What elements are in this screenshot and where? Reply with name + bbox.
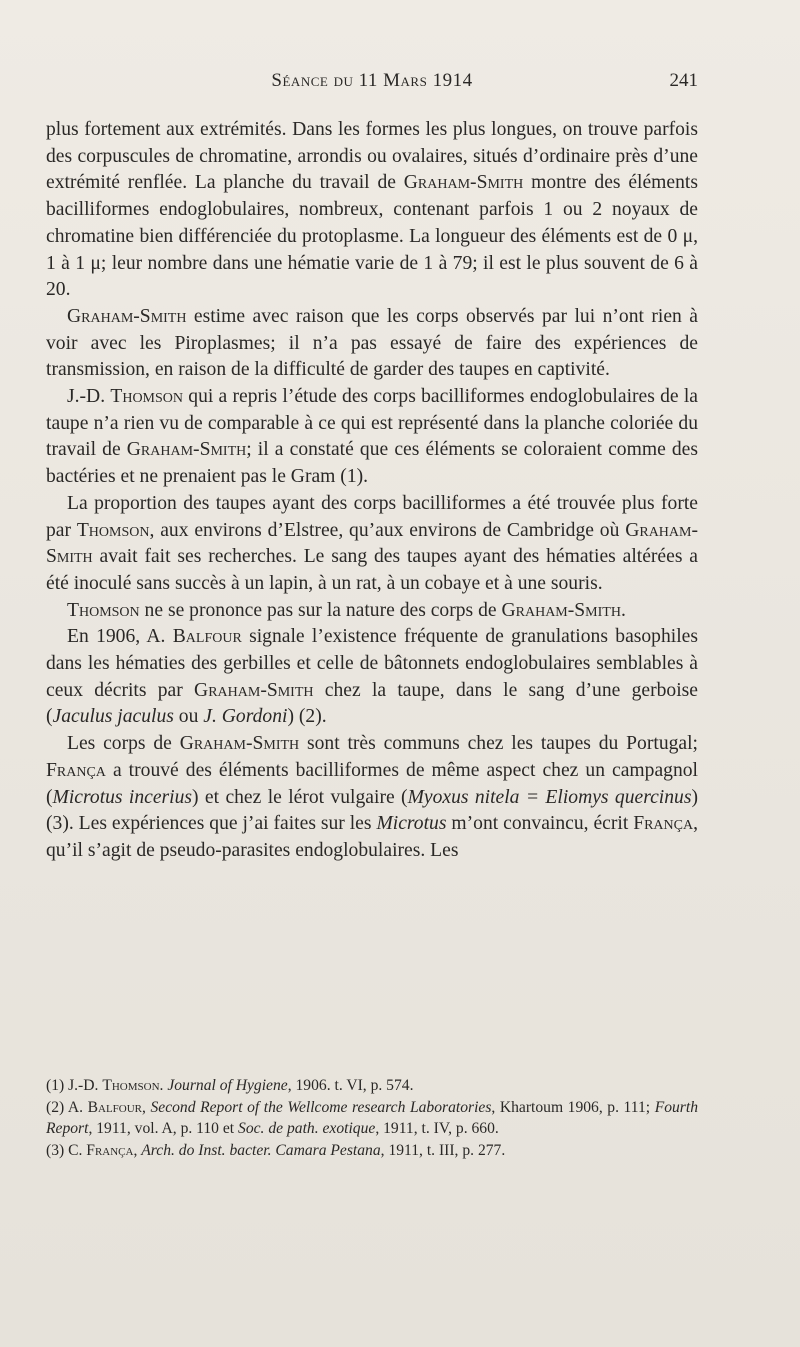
italic-text: Jaculus jaculus (52, 706, 174, 728)
text-run: a trouvé des éléments bacilliformes de même aspect chez un campagnol ( (46, 759, 698, 808)
author-name: Thomson (67, 599, 140, 621)
author-name: Thomson (102, 1077, 160, 1094)
author-name: Thomson (76, 519, 150, 541)
italic-text: Microtus incerius (52, 786, 193, 808)
paragraph (46, 304, 698, 384)
author-name: Graham-Smith (194, 679, 314, 701)
text-run: . (620, 599, 626, 621)
paragraph (46, 598, 698, 625)
text-run: estime avec raison que les corps observés par lui n’ont rien à voir avec les Piroplasmes; il n’a pas essayé de faire des expériences de transmission, en raison de la difficulté de garder des taupes en captivité. (46, 305, 698, 381)
author-name: Graham-Smith (179, 733, 300, 755)
text-run: , qu’il s’agit de pseudo-parasites endoglobulaires. Les (46, 813, 698, 861)
paragraph (46, 117, 698, 304)
text-run: ) (2). (287, 706, 327, 728)
text-run: (2) A. (46, 1098, 88, 1116)
italic-text: Microtus (376, 813, 447, 835)
page-number: 241 (669, 70, 698, 91)
paragraph (46, 731, 698, 865)
text-run: En 1906, A. (67, 626, 173, 648)
text-run: ou (173, 706, 204, 728)
running-title: Séance du 11 Mars 1914 (271, 70, 473, 91)
main-text (46, 117, 698, 865)
text-run: . (159, 1077, 168, 1094)
text-run: , (142, 1098, 151, 1116)
footnote (46, 1140, 698, 1162)
italic-text: Journal of Hygiene (167, 1077, 288, 1094)
author-name: França (46, 759, 106, 781)
text-run: , Khartoum 1906, p. 111; (491, 1098, 655, 1116)
text-run: , aux environs d’Elstree, qu’aux environs de Cambridge où (149, 519, 626, 541)
author-name: Balfour (172, 626, 242, 648)
text-run: ; il a constaté que ces éléments se coloraient comme des bactéries et ne prenaient pas le Gram (1). (46, 439, 699, 488)
text-run: , 1911, t. III, p. 277. (380, 1141, 506, 1159)
footnote (46, 1097, 698, 1140)
text-run: avait fait ses recherches. Le sang des taupes ayant des hématies altérées a été inoculé sans succès à un lapin, à un rat, à un cobaye et à une souris. (46, 546, 698, 594)
author-name: Graham-Smith (126, 439, 247, 461)
text-run: (1) J.-D. (46, 1077, 103, 1094)
text-run: ) et chez le lérot vulgaire ( (192, 786, 408, 808)
text-run: sont très communs chez les taupes du Portugal; (299, 733, 698, 755)
paragraph (46, 491, 698, 598)
footnotes (46, 1075, 698, 1161)
footnote (46, 1075, 698, 1097)
text-run: plus fortement aux extrémités. Dans les formes les plus longues, on trouve parfois des corpuscules de chromatine, arrondis ou ovalaires, situés d’ordinaire près d’une extrémité renflée. La planche du travail de (46, 119, 698, 194)
italic-text: Second Report of the Wellcome research Laboratories (150, 1098, 492, 1116)
author-name: Thomson (110, 386, 184, 408)
text-run: (3) C. (46, 1141, 87, 1159)
text-run: J.-D. (67, 386, 111, 408)
italic-text: Arch. do Inst. bacter. Camara Pestana (141, 1141, 381, 1159)
italic-text: Soc. de path. exotique (238, 1120, 376, 1137)
text-run: , 1911, vol. A, p. 110 et (88, 1120, 239, 1137)
italic-text: Fourth Report (46, 1098, 699, 1137)
text-run: ) (3). Les expériences que j’ai faites sur les (46, 786, 699, 835)
text-run: Les corps de (67, 733, 180, 755)
author-name: Graham-Smith (403, 172, 524, 194)
author-name: França (86, 1141, 134, 1159)
author-name: Graham-Smith (46, 519, 698, 568)
text-run: signale l’existence fréquente de granulations basophiles dans les hématies des gerbilles et celle de bâtonnets endoglobulaires semblables à ceux décrits par (46, 626, 698, 701)
author-name: Graham-Smith (67, 305, 187, 327)
author-name: Graham-Smith (501, 599, 621, 621)
text-run: montre des éléments bacilliformes endoglobulaires, nombreux, contenant parfois 1 ou 2 noyaux de chromatine bien différenciée du protoplasme. La longueur des éléments est de 0 μ, 1 à 1 μ; leur nombre dans une hématie varie de 1 à 79; il est le plus souvent de 6 à 20. (46, 172, 698, 301)
text-run: m’ont convaincu, écrit (446, 813, 634, 835)
text-run: , 1906. t. VI, p. 574. (287, 1077, 414, 1094)
text-run: La proportion des taupes ayant des corps bacilliformes a été trouvée plus forte par (46, 492, 698, 541)
text-run: chez la taupe, dans le sang d’une gerboise ( (46, 679, 698, 728)
paragraph (46, 384, 698, 491)
author-name: França (633, 813, 694, 835)
paragraph (46, 624, 698, 731)
text-run: ne se prononce pas sur la nature des corps de (139, 599, 502, 621)
text-run: , 1911, t. IV, p. 660. (375, 1120, 499, 1137)
text-run: , (133, 1141, 142, 1159)
author-name: Balfour (87, 1098, 143, 1116)
page-header (46, 70, 698, 100)
italic-text: J. Gordoni (203, 706, 288, 728)
italic-text: Myoxus nitela = Eliomys quercinus (407, 786, 692, 808)
text-run: qui a repris l’étude des corps bacilliformes endoglobulaires de la taupe n’a rien vu de comparable à ce qui est représenté dans la planche coloriée du travail de (46, 386, 698, 461)
